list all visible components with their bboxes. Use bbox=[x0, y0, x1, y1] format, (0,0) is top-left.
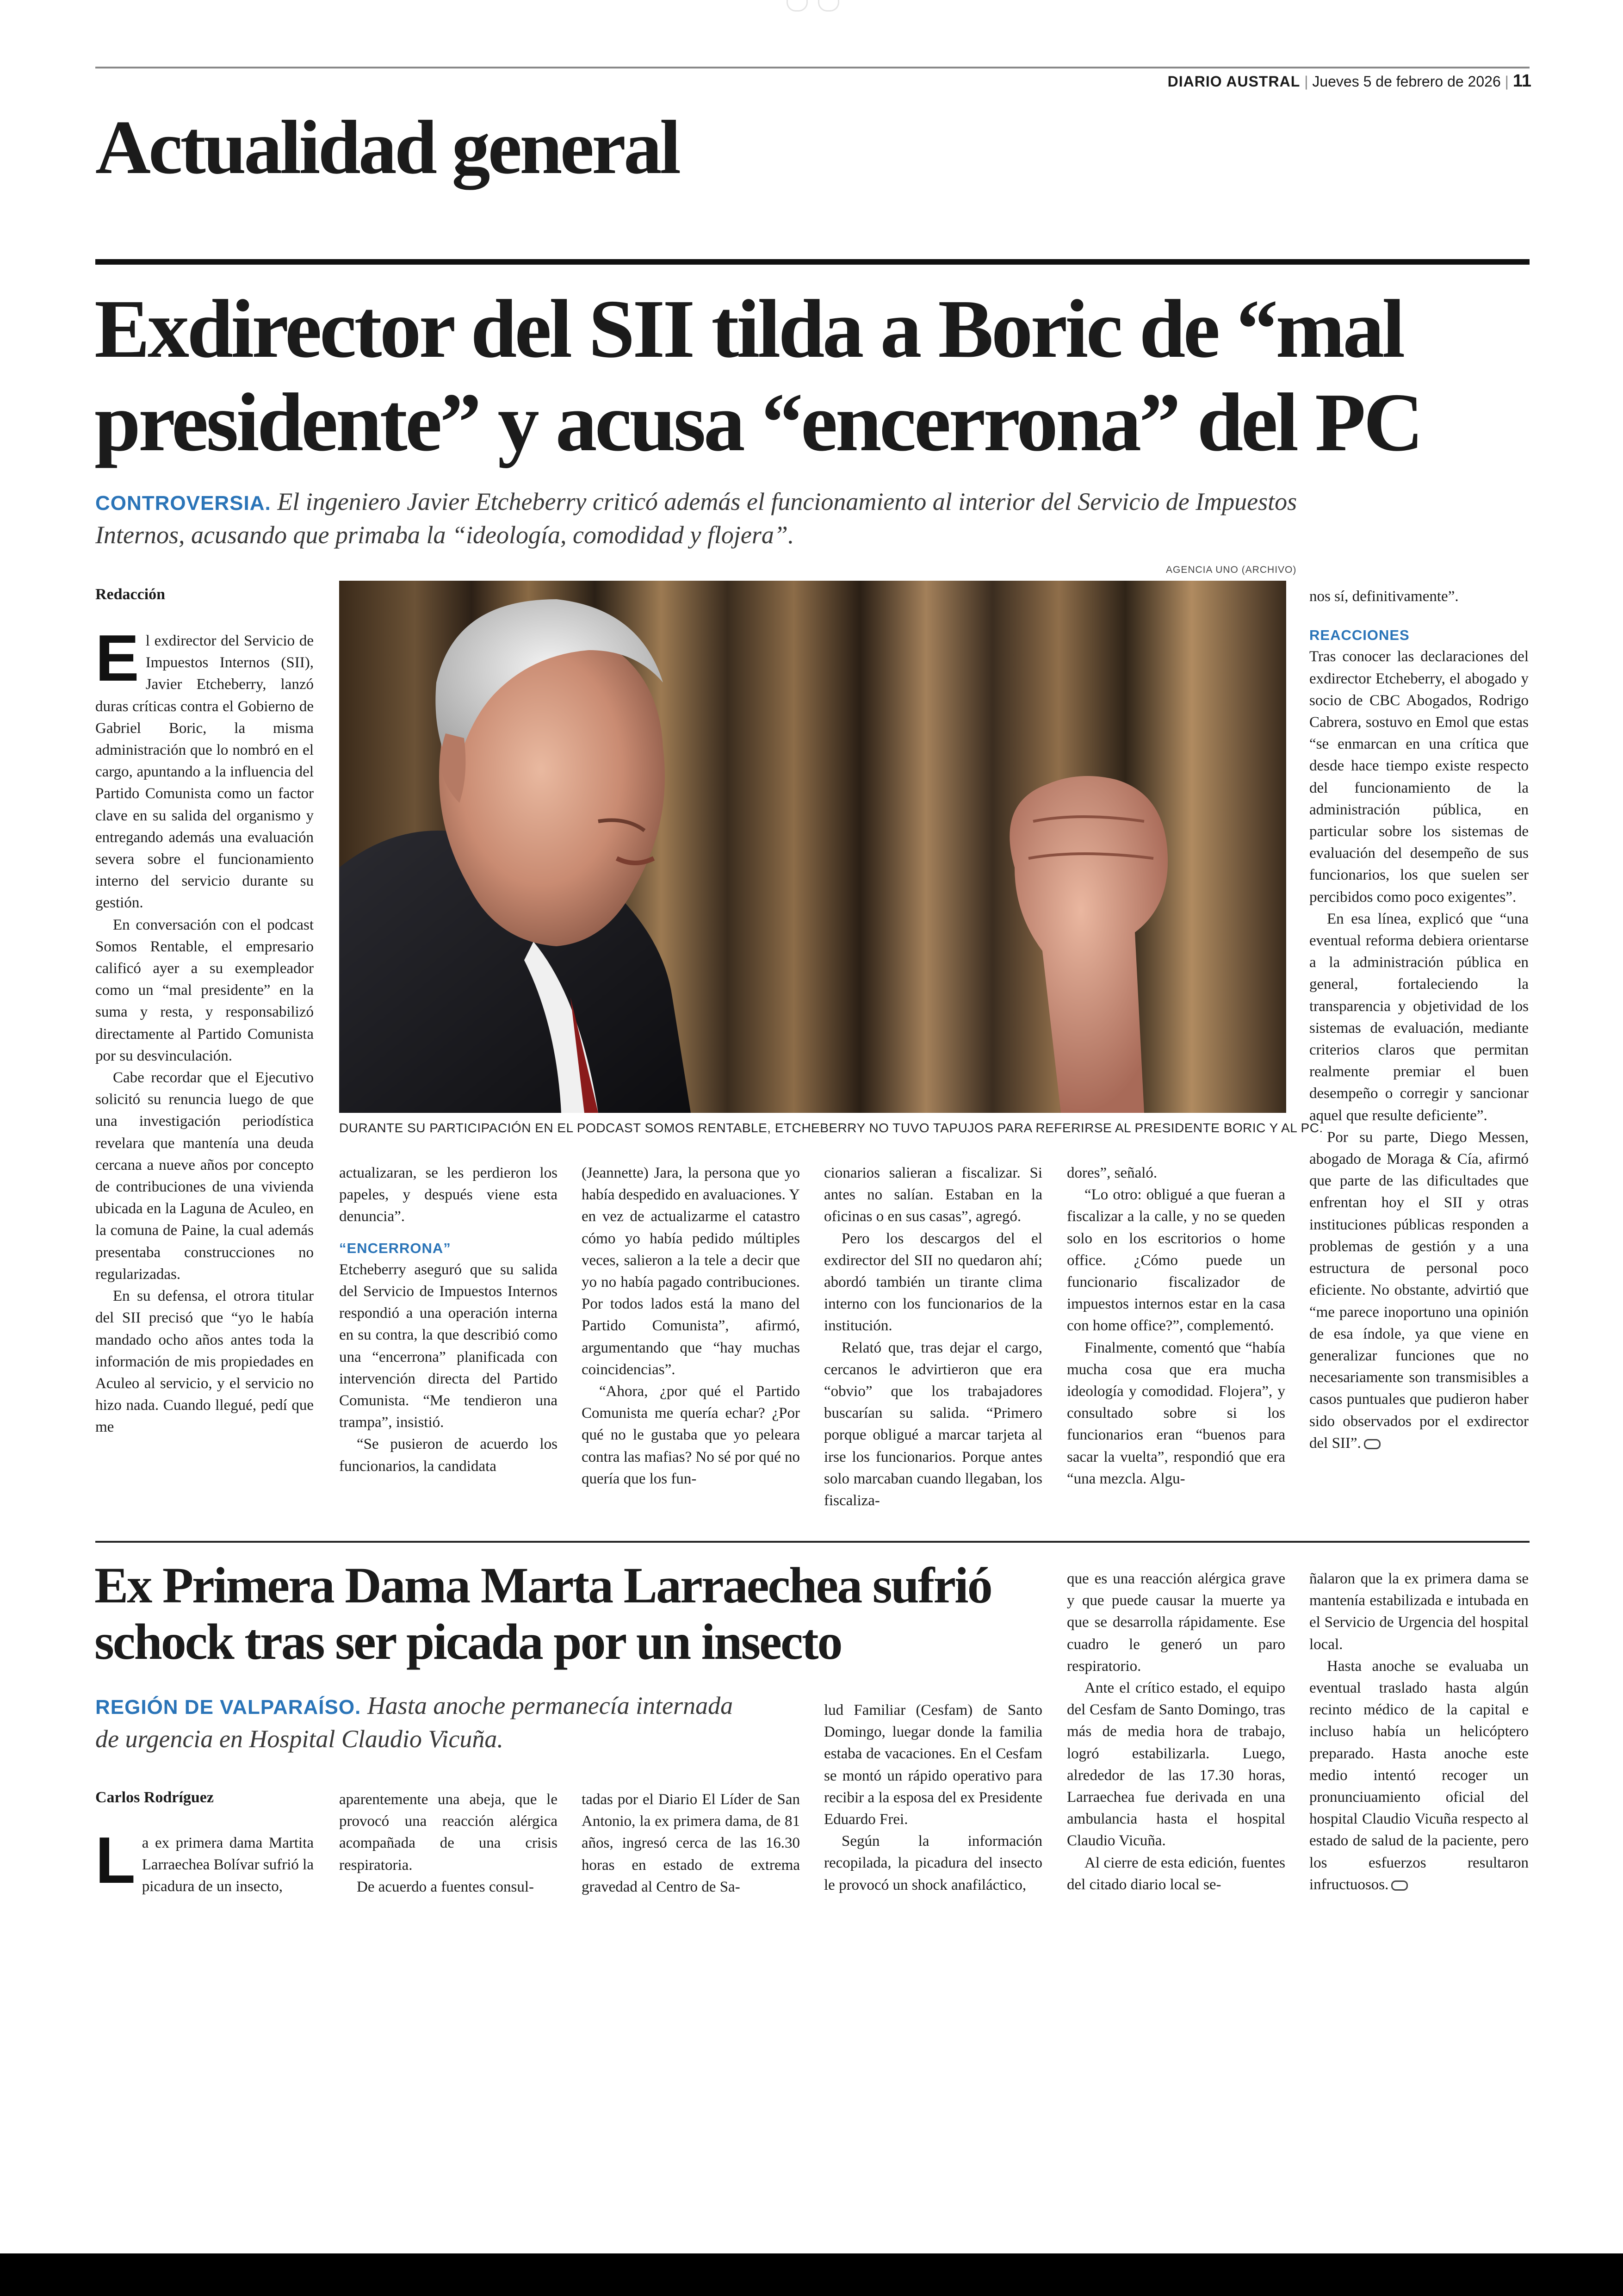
article1-col1-p1: l exdirector del Servicio de Impuestos Internos (SII), Javier Etcheberry, lanzó duras críticas contra el Gobierno de Gabriel Boric, la misma administración que lo nombró en el cargo, apuntando a la influencia del Partido Comunista como un factor clave en su salida del organismo y entregando además una evaluación severa sobre el funcionamiento interno del servicio durante su gestión. bbox=[95, 633, 314, 912]
article1-subhead-encerrona: “ENCERRONA” bbox=[339, 1240, 451, 1256]
header-rule bbox=[95, 67, 1530, 68]
article1-column-2 bbox=[339, 1162, 558, 1477]
article2-column-4 bbox=[824, 1700, 1042, 1896]
article1-col2-p1: actualizaran, se les perdieron los papeles, y después viene esta denuncia”. bbox=[339, 1165, 558, 1225]
article1-dropcap: E bbox=[95, 621, 139, 695]
article1-col6-p2: En esa línea, explicó que “una eventual reforma debiera orientarse a la administración pública en general, fortaleciendo la transparencia y objetividad de los sistemas de evaluación, mediante criterios claros que permitan realmente premiar el buen desempeño o corregir y sancionar aquel que resulte deficiente”. bbox=[1309, 910, 1529, 1124]
article2-byline: Carlos Rodríguez bbox=[95, 1789, 214, 1806]
article1-col4-p1: cionarios salieran a fiscalizar. Si antes no salían. Estaban en la oficinas o en sus casas”, agregó. bbox=[824, 1165, 1042, 1225]
article2-headline-line1: Ex Primera Dama Marta Larraechea sufrió bbox=[94, 1557, 991, 1613]
article1-col3-p1: (Jeannette) Jara, la persona que yo había despedido en avaluaciones. Y en vez de actualizarme el catastro cómo yo había pedido múltiples veces, salieron a la tele a decir que yo no había pagado contribuciones. Por todos lados está la mano del Partido Comunista”, afirmó, argumentando que “hay muchas coincidencias”. bbox=[582, 1165, 800, 1378]
article1-col2-p3: “Se pusieron de acuerdo los funcionarios, la candidata bbox=[339, 1436, 558, 1475]
nav-left-icon[interactable] bbox=[787, 0, 808, 12]
article1-col2-p2: Etcheberry aseguró que su salida del Servicio de Impuestos Internos respondió a una operación interna en su contra, la que describió como una “encerrona” planificada con intervención directa del Partido Comunista. “Me tendieron una trampa”, insistió. bbox=[339, 1261, 558, 1431]
article1-headline-line1: Exdirector del SII tilda a Boric de “mal bbox=[94, 283, 1403, 375]
article2-col6-p1: ñalaron que la ex primera dama se mantenía estabilizada e intubada en el Servicio de Urgencia del hospital local. bbox=[1309, 1570, 1529, 1653]
article2-dek-line2: de urgencia en Hospital Claudio Vicuña. bbox=[95, 1725, 503, 1753]
article1-dek-line2: Internos, acusando que primaba la “ideología, comodidad y flojera”. bbox=[95, 521, 794, 549]
article2-column-6 bbox=[1309, 1568, 1529, 1896]
article2-col4-p2: Según la información recopilada, la picadura del insecto le provocó un shock anafiláctico, bbox=[824, 1833, 1042, 1893]
section-rule bbox=[95, 259, 1530, 265]
article1-dek-line1: El ingeniero Javier Etcheberry criticó además el funcionamiento al interior del Servicio de Impuestos bbox=[277, 488, 1297, 515]
photo-credit: AGENCIA UNO (ARCHIVO) bbox=[1166, 565, 1297, 575]
article2-col4-p1: lud Familiar (Cesfam) de Santo Domingo, luegar donde la familia estaba de vacaciones. En el Cesfam se montó un rápido operativo para recibir a la esposa del ex Presidente Eduardo Frei. bbox=[824, 1702, 1042, 1828]
article2-headline-line2: schock tras ser picada por un insecto bbox=[94, 1613, 842, 1670]
article1-headline-line2: presidente” y acusa “encerrona” del PC bbox=[94, 376, 1422, 468]
article2-col5-p2: Ante el crítico estado, el equipo del Cesfam de Santo Domingo, tras más de media hora de trabajo, logró estabilizarla. Luego, alrededor de las 17.30 horas, Larraechea fue derivada en una ambulancia hasta el hospital Claudio Vicuña. bbox=[1067, 1680, 1285, 1849]
article2-col1-p1: a ex primera dama Martita Larraechea Bolívar sufrió la picadura de un insecto, bbox=[142, 1835, 314, 1895]
article1-byline: Redacción bbox=[95, 586, 166, 603]
article1-col6-p0: nos sí, definitivamente”. bbox=[1309, 588, 1459, 605]
article2-column-2 bbox=[339, 1789, 558, 1898]
article1-column-3 bbox=[582, 1162, 800, 1490]
article1-col5-p1: dores”, señaló. bbox=[1067, 1165, 1158, 1181]
article2-col3-p1: tadas por el Diario El Líder de San Antonio, la ex primera dama, de 81 años, ingresó cerca de las 16.30 horas en estado de extrema gravedad al Centro de Sa- bbox=[582, 1791, 800, 1895]
article2-column-3 bbox=[582, 1789, 800, 1898]
bottom-bar bbox=[0, 2253, 1623, 2296]
article2-col5-p1: que es una reacción alérgica grave y que puede causar la muerte ya que se desarrolla rápidamente. Ese cuadro le generó un paro respiratorio. bbox=[1067, 1570, 1285, 1675]
article2-col2-p2: De acuerdo a fuentes consul- bbox=[357, 1878, 534, 1895]
article1-col6-p3: Por su parte, Diego Messen, abogado de Moraga & Cía, afirmó que parte de las dificultades que enfrentan hoy el SII y otras instituciones públicas responden a problemas de gestión y a una estructura de personal poco eficiente. No obstante, advirtió que “me parece inoportuno una opinión de esa índole, ya que viene en generalizar funciones que no necesariamente son transmisibles a casos puntuales que pudieron haber sido observados por el exdirector del SII”. bbox=[1309, 1129, 1529, 1452]
section-title: Actualidad general bbox=[95, 105, 679, 190]
article2-col6-p2: Hasta anoche se evaluaba un eventual traslado hasta algún recinto médico de la capital e incluso había un helicóptero preparado. Hasta anoche este medio intentó recoger un pronunciuamiento oficial del hospital Claudio Vicuña respecto al estado de salud de la paciente, pero los esfuerzos resultaron infructuosos. bbox=[1309, 1657, 1529, 1893]
page-header: DIARIO AUSTRAL | Jueves 5 de febrero de 2026 | 11 bbox=[1167, 71, 1531, 91]
article1-col6-p1: Tras conocer las declaraciones del exdirector Etcheberry, el abogado y socio de CBC Abogados, Rodrigo Cabrera, sostuvo en Emol que estas “se enmarcan en una crítica que desde hace tiempo existe respecto del funcionamiento de la administración pública, en particular sobre los sistemas de evaluación del desempeño de sus funcionarios, los que suelen ser percibidos como poco exigentes”. bbox=[1309, 648, 1529, 906]
article1-subhead-reacciones: REACCIONES bbox=[1309, 627, 1410, 644]
article1-col1-p2: En conversación con el podcast Somos Rentable, el empresario calificó ayer a su exempleador como un “mal presidente” en la suma y resta, y responsabilizó directamente al Partido Comunista por su desvinculación. bbox=[95, 916, 314, 1064]
photo-caption: DURANTE SU PARTICIPACIÓN EN EL PODCAST SOMOS RENTABLE, ETCHEBERRY NO TUVO TAPUJOS PARA REFERIRSE AL PRESIDENTE BORIC Y AL PC. bbox=[339, 1121, 1323, 1135]
article1-headline bbox=[94, 282, 1421, 469]
article1-col3-p2: “Ahora, ¿por qué el Partido Comunista me quería echar? ¿Por qué no le gustaba que yo peleara contra las mafias? No sé por qué no quería que los fun- bbox=[582, 1383, 800, 1487]
article1-photo bbox=[339, 581, 1286, 1113]
article1-column-1 bbox=[95, 621, 314, 1439]
article1-column-6 bbox=[1309, 586, 1529, 1454]
article2-kicker: REGIÓN DE VALPARAÍSO. bbox=[95, 1696, 361, 1719]
page-number: 11 bbox=[1512, 71, 1531, 91]
article2-col2-p1: aparentemente una abeja, que le provocó una reacción alérgica acompañada de una crisis respiratoria. bbox=[339, 1791, 558, 1874]
article-divider bbox=[95, 1541, 1530, 1543]
article2-dek bbox=[95, 1690, 733, 1755]
article1-dek bbox=[95, 486, 1297, 551]
article2-dropcap: L bbox=[95, 1824, 136, 1897]
article1-kicker: CONTROVERSIA. bbox=[95, 492, 271, 515]
article1-col5-p3: Finalmente, comentó que “había mucha cosa que era mucha ideología y comodidad. Flojera”, y consultado sobre si los funcionarios eran “buenos para sacar la vuelta”, respondió que era “una mezcla. Algu- bbox=[1067, 1339, 1285, 1487]
article1-col4-p3: Relató que, tras dejar el cargo, cercanos le advirtieron que era “obvio” que los trabajadores buscarían su salida. “Primero porque obligué a marcar tarjeta al irse los funcionarios. Porque antes solo marcaban cuando llegaban, los fiscaliza- bbox=[824, 1339, 1042, 1509]
article2-column-1 bbox=[95, 1824, 314, 1898]
end-of-article-icon bbox=[1364, 1439, 1381, 1449]
article1-column-5 bbox=[1067, 1162, 1285, 1490]
article1-col1-p4: En su defensa, el otrora titular del SII precisó que “yo le había mandado ocho años antes toda la información de mis propiedades en Aculeo al servicio, y el servicio no hizo nada. Cuando llegué, pedí que me bbox=[95, 1288, 314, 1436]
article1-column-4 bbox=[824, 1162, 1042, 1512]
article2-headline bbox=[94, 1557, 1052, 1670]
article1-col1-p3: Cabe recordar que el Ejecutivo solicitó su renuncia luego de que una investigación periodística revelara que mantenía una deuda cercana a nueve años por concepto de contribuciones de una vivienda ubicada en la Laguna de Aculeo, en la comuna de Paine, la cual además presentaba construcciones no regularizadas. bbox=[95, 1069, 314, 1283]
article1-col5-p2: “Lo otro: obligué a que fueran a fiscalizar a la calle, y no se queden solo en los escritorios o home office. ¿Cómo puede un funcionario fiscalizador de impuestos internos estar en la casa con home office?”, complementó. bbox=[1067, 1186, 1285, 1334]
article2-dek-line1: Hasta anoche permanecía internada bbox=[367, 1692, 733, 1719]
article2-column-5 bbox=[1067, 1568, 1285, 1896]
article1-col4-p2: Pero los descargos del el exdirector del SII no quedaron ahí; abordó también un tirante clima interno con los funcionarios de la institución. bbox=[824, 1230, 1042, 1334]
end-of-article-icon bbox=[1391, 1880, 1408, 1891]
paper-name: DIARIO AUSTRAL bbox=[1167, 73, 1301, 90]
portrait-illustration bbox=[339, 581, 1286, 1113]
issue-date: Jueves 5 de febrero de 2026 bbox=[1312, 73, 1501, 90]
article2-col5-p3: Al cierre de esta edición, fuentes del citado diario local se- bbox=[1067, 1854, 1285, 1893]
nav-right-icon[interactable] bbox=[818, 0, 839, 12]
